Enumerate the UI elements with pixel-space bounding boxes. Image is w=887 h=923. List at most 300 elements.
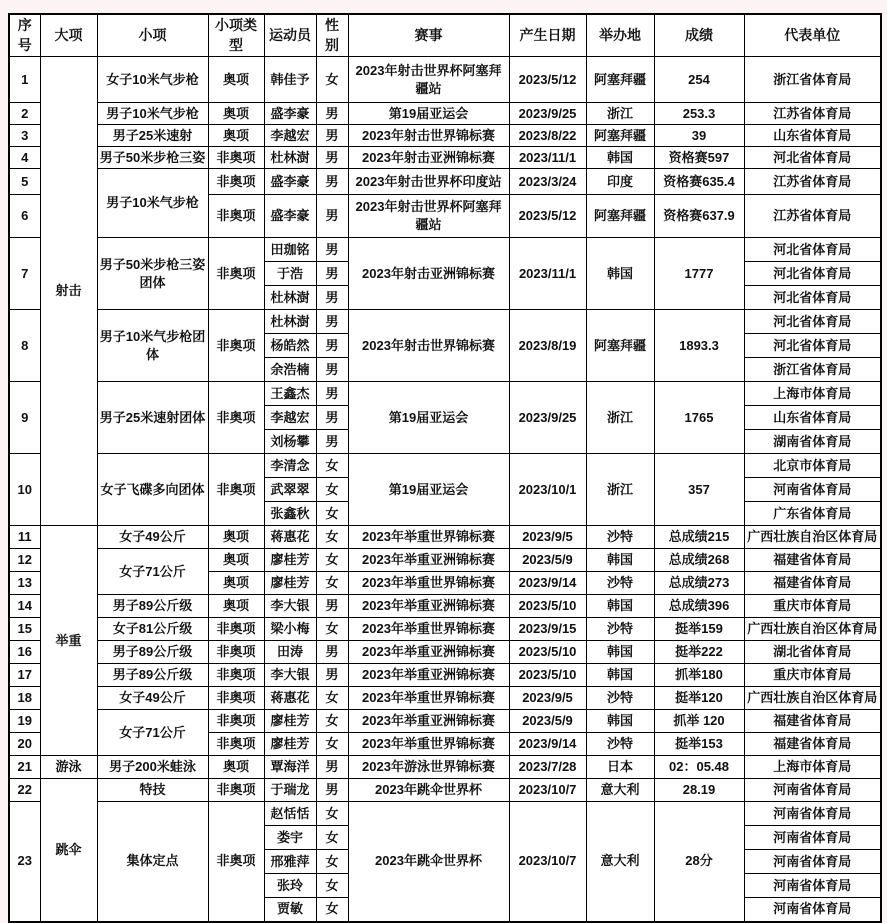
cell-gender: 女: [316, 618, 348, 641]
cell-athlete: 覃海洋: [264, 756, 316, 779]
cell-competition: 2023年射击世界杯阿塞拜疆站: [348, 195, 509, 238]
cell-result: 254: [654, 57, 744, 103]
cell-unit: 河南省体育局: [744, 898, 881, 922]
table-row: [9, 103, 881, 125]
cell-athlete: 余浩楠: [264, 358, 316, 382]
cell-gender: 男: [316, 382, 348, 406]
cell-gender: 女: [316, 57, 348, 103]
page: [0, 13, 887, 916]
cell-gender: 男: [316, 756, 348, 779]
cell-competition: 2023年跳伞世界杯: [348, 779, 509, 802]
cell-item: 男子25米速射团体: [97, 382, 208, 454]
cell-venue: 沙特: [586, 572, 654, 595]
cell-no: 20: [9, 733, 40, 756]
cell-no: 7: [9, 238, 40, 310]
cell-item: 男子200米蛙泳: [97, 756, 208, 779]
cell-gender: 男: [316, 103, 348, 125]
cell-venue: 沙特: [586, 733, 654, 756]
cell-unit: 江苏省体育局: [744, 103, 881, 125]
cell-item: 男子10米气步枪团体: [97, 310, 208, 382]
cell-athlete: 杜林澍: [264, 147, 316, 169]
cell-venue: 韩国: [586, 664, 654, 687]
table-row: [9, 57, 881, 103]
cell-unit: 浙江省体育局: [744, 358, 881, 382]
cell-item: 女子飞碟多向团体: [97, 454, 208, 526]
cell-result: 资格赛637.9: [654, 195, 744, 238]
cell-venue: 韩国: [586, 595, 654, 618]
table-row: [9, 125, 881, 147]
cell-athlete: 杨皓然: [264, 334, 316, 358]
cell-item: 女子71公斤: [97, 710, 208, 756]
cell-unit: 山东省体育局: [744, 406, 881, 430]
cell-date: 2023/5/10: [509, 664, 586, 687]
cell-gender: 女: [316, 826, 348, 850]
cell-result: 挺举120: [654, 687, 744, 710]
table-row: [9, 454, 881, 478]
table-row: [9, 641, 881, 664]
cell-athlete: 李清念: [264, 454, 316, 478]
cell-gender: 男: [316, 641, 348, 664]
cell-unit: 福建省体育局: [744, 710, 881, 733]
cell-result: 02：05.48: [654, 756, 744, 779]
cell-athlete: 贾敏: [264, 898, 316, 922]
cell-result: 28分: [654, 802, 744, 922]
cell-unit: 江苏省体育局: [744, 169, 881, 195]
cell-unit: 湖北省体育局: [744, 641, 881, 664]
cell-type: 非奥项: [208, 802, 264, 922]
cell-result: 抓举 120: [654, 710, 744, 733]
cell-competition: 2023年举重亚洲锦标赛: [348, 549, 509, 572]
cell-date: 2023/10/7: [509, 802, 586, 922]
cell-gender: 女: [316, 502, 348, 526]
cell-type: 奥项: [208, 549, 264, 572]
cell-type: 奥项: [208, 595, 264, 618]
cell-unit: 广西壮族自治区体育局: [744, 526, 881, 549]
cell-no: 21: [9, 756, 40, 779]
cell-result: 抓举180: [654, 664, 744, 687]
cell-gender: 男: [316, 358, 348, 382]
cell-gender: 女: [316, 898, 348, 922]
cell-unit: 重庆市体育局: [744, 595, 881, 618]
cell-item: 男子50米步枪三姿: [97, 147, 208, 169]
cell-gender: 女: [316, 478, 348, 502]
sports-records-table: [8, 13, 882, 923]
cell-date: 2023/9/5: [509, 526, 586, 549]
cell-venue: 沙特: [586, 687, 654, 710]
cell-athlete: 廖桂芳: [264, 572, 316, 595]
cell-item: 男子10米气步枪: [97, 169, 208, 238]
cell-type: 非奥项: [208, 195, 264, 238]
cell-competition: 第19届亚运会: [348, 454, 509, 526]
cell-unit: 湖南省体育局: [744, 430, 881, 454]
cell-gender: 男: [316, 125, 348, 147]
cell-gender: 男: [316, 262, 348, 286]
table-row: [9, 664, 881, 687]
cell-unit: 上海市体育局: [744, 756, 881, 779]
cell-result: 总成绩273: [654, 572, 744, 595]
cell-type: 奥项: [208, 756, 264, 779]
column-header-9: 成绩: [654, 14, 744, 57]
cell-type: 非奥项: [208, 310, 264, 382]
cell-date: 2023/8/19: [509, 310, 586, 382]
cell-venue: 浙江: [586, 454, 654, 526]
cell-athlete: 廖桂芳: [264, 710, 316, 733]
cell-date: 2023/7/28: [509, 756, 586, 779]
cell-venue: 意大利: [586, 779, 654, 802]
cell-competition: 第19届亚运会: [348, 382, 509, 454]
cell-athlete: 于瑞龙: [264, 779, 316, 802]
cell-result: 挺举153: [654, 733, 744, 756]
cell-competition: 2023年射击世界杯阿塞拜疆站: [348, 57, 509, 103]
cell-athlete: 王鑫杰: [264, 382, 316, 406]
cell-result: 1777: [654, 238, 744, 310]
cell-athlete: 盛李豪: [264, 103, 316, 125]
cell-no: 22: [9, 779, 40, 802]
cell-competition: 2023年举重亚洲锦标赛: [348, 641, 509, 664]
cell-competition: 2023年举重亚洲锦标赛: [348, 664, 509, 687]
cell-result: 39: [654, 125, 744, 147]
cell-unit: 福建省体育局: [744, 549, 881, 572]
cell-venue: 韩国: [586, 641, 654, 664]
cell-date: 2023/5/9: [509, 549, 586, 572]
cell-athlete: 赵恬恬: [264, 802, 316, 826]
cell-type: 非奥项: [208, 238, 264, 310]
cell-item: 男子50米步枪三姿团体: [97, 238, 208, 310]
cell-no: 16: [9, 641, 40, 664]
cell-unit: 上海市体育局: [744, 382, 881, 406]
cell-sport: 游泳: [40, 756, 97, 779]
cell-no: 19: [9, 710, 40, 733]
table-row: [9, 756, 881, 779]
cell-unit: 河南省体育局: [744, 850, 881, 874]
cell-unit: 河南省体育局: [744, 874, 881, 898]
table-row: [9, 687, 881, 710]
cell-date: 2023/11/1: [509, 147, 586, 169]
cell-no: 3: [9, 125, 40, 147]
cell-competition: 2023年游泳世界锦标赛: [348, 756, 509, 779]
cell-unit: 河北省体育局: [744, 286, 881, 310]
cell-unit: 河南省体育局: [744, 802, 881, 826]
cell-athlete: 李大银: [264, 595, 316, 618]
cell-result: 28.19: [654, 779, 744, 802]
cell-type: 奥项: [208, 57, 264, 103]
cell-date: 2023/9/5: [509, 687, 586, 710]
cell-athlete: 廖桂芳: [264, 733, 316, 756]
cell-sport: 射击: [40, 57, 97, 526]
table-row: [9, 595, 881, 618]
cell-athlete: 李越宏: [264, 125, 316, 147]
cell-unit: 广西壮族自治区体育局: [744, 618, 881, 641]
cell-athlete: 梁小梅: [264, 618, 316, 641]
table-row: [9, 618, 881, 641]
cell-item: 男子10米气步枪: [97, 103, 208, 125]
cell-athlete: 盛李豪: [264, 169, 316, 195]
cell-date: 2023/5/10: [509, 641, 586, 664]
cell-type: 非奥项: [208, 382, 264, 454]
cell-no: 9: [9, 382, 40, 454]
cell-type: 非奥项: [208, 169, 264, 195]
column-header-5: 性别: [316, 14, 348, 57]
cell-gender: 男: [316, 595, 348, 618]
cell-date: 2023/9/25: [509, 382, 586, 454]
cell-gender: 女: [316, 454, 348, 478]
cell-gender: 女: [316, 733, 348, 756]
cell-athlete: 李大银: [264, 664, 316, 687]
cell-unit: 河北省体育局: [744, 238, 881, 262]
column-header-10: 代表单位: [744, 14, 881, 57]
cell-item: 男子89公斤级: [97, 641, 208, 664]
cell-gender: 男: [316, 147, 348, 169]
cell-date: 2023/9/25: [509, 103, 586, 125]
cell-no: 1: [9, 57, 40, 103]
cell-type: 奥项: [208, 103, 264, 125]
cell-gender: 男: [316, 286, 348, 310]
cell-date: 2023/10/7: [509, 779, 586, 802]
cell-unit: 福建省体育局: [744, 572, 881, 595]
table-row: [9, 310, 881, 334]
cell-competition: 2023年举重世界锦标赛: [348, 572, 509, 595]
cell-item: 男子25米速射: [97, 125, 208, 147]
cell-athlete: 张鑫秋: [264, 502, 316, 526]
cell-date: 2023/8/22: [509, 125, 586, 147]
cell-athlete: 廖桂芳: [264, 549, 316, 572]
cell-venue: 印度: [586, 169, 654, 195]
cell-type: 非奥项: [208, 147, 264, 169]
cell-gender: 女: [316, 802, 348, 826]
cell-gender: 女: [316, 549, 348, 572]
cell-unit: 河南省体育局: [744, 779, 881, 802]
cell-competition: 第19届亚运会: [348, 103, 509, 125]
cell-unit: 河南省体育局: [744, 826, 881, 850]
cell-no: 12: [9, 549, 40, 572]
cell-athlete: 于浩: [264, 262, 316, 286]
cell-competition: 2023年跳伞世界杯: [348, 802, 509, 922]
cell-item: 男子89公斤级: [97, 664, 208, 687]
column-header-2: 小项: [97, 14, 208, 57]
cell-athlete: 刘杨攀: [264, 430, 316, 454]
cell-type: 奥项: [208, 572, 264, 595]
cell-item: 女子10米气步枪: [97, 57, 208, 103]
cell-type: 非奥项: [208, 454, 264, 526]
cell-gender: 男: [316, 169, 348, 195]
cell-no: 2: [9, 103, 40, 125]
cell-venue: 阿塞拜疆: [586, 57, 654, 103]
cell-no: 13: [9, 572, 40, 595]
cell-athlete: 杜林澍: [264, 286, 316, 310]
cell-date: 2023/9/14: [509, 572, 586, 595]
cell-date: 2023/5/10: [509, 595, 586, 618]
cell-result: 总成绩268: [654, 549, 744, 572]
cell-result: 总成绩396: [654, 595, 744, 618]
cell-venue: 韩国: [586, 147, 654, 169]
cell-date: 2023/11/1: [509, 238, 586, 310]
cell-result: 357: [654, 454, 744, 526]
cell-venue: 阿塞拜疆: [586, 310, 654, 382]
cell-venue: 阿塞拜疆: [586, 195, 654, 238]
cell-no: 8: [9, 310, 40, 382]
cell-type: 非奥项: [208, 710, 264, 733]
cell-venue: 韩国: [586, 710, 654, 733]
cell-athlete: 娄宇: [264, 826, 316, 850]
cell-date: 2023/3/24: [509, 169, 586, 195]
cell-unit: 广东省体育局: [744, 502, 881, 526]
cell-type: 非奥项: [208, 687, 264, 710]
cell-gender: 女: [316, 687, 348, 710]
cell-gender: 女: [316, 850, 348, 874]
cell-athlete: 杜林澍: [264, 310, 316, 334]
cell-no: 14: [9, 595, 40, 618]
cell-no: 18: [9, 687, 40, 710]
table-row: [9, 382, 881, 406]
table-row: [9, 802, 881, 826]
cell-unit: 北京市体育局: [744, 454, 881, 478]
table-row: [9, 526, 881, 549]
cell-date: 2023/5/12: [509, 57, 586, 103]
cell-athlete: 盛李豪: [264, 195, 316, 238]
cell-result: 总成绩215: [654, 526, 744, 549]
cell-venue: 沙特: [586, 618, 654, 641]
cell-athlete: 韩佳予: [264, 57, 316, 103]
cell-type: 奥项: [208, 526, 264, 549]
cell-athlete: 李越宏: [264, 406, 316, 430]
column-header-1: 大项: [40, 14, 97, 57]
cell-gender: 女: [316, 572, 348, 595]
cell-item: 女子81公斤级: [97, 618, 208, 641]
cell-no: 5: [9, 169, 40, 195]
cell-athlete: 武翠翠: [264, 478, 316, 502]
cell-result: 挺举159: [654, 618, 744, 641]
cell-date: 2023/10/1: [509, 454, 586, 526]
cell-no: 11: [9, 526, 40, 549]
cell-athlete: 张玲: [264, 874, 316, 898]
cell-competition: 2023年举重亚洲锦标赛: [348, 710, 509, 733]
cell-gender: 男: [316, 430, 348, 454]
cell-competition: 2023年举重世界锦标赛: [348, 687, 509, 710]
cell-type: 非奥项: [208, 618, 264, 641]
cell-athlete: 蒋惠花: [264, 687, 316, 710]
cell-athlete: 田珈铭: [264, 238, 316, 262]
cell-type: 非奥项: [208, 641, 264, 664]
cell-unit: 河北省体育局: [744, 147, 881, 169]
cell-competition: 2023年举重亚洲锦标赛: [348, 595, 509, 618]
cell-gender: 女: [316, 710, 348, 733]
cell-competition: 2023年射击亚洲锦标赛: [348, 147, 509, 169]
cell-item: 女子49公斤: [97, 687, 208, 710]
table-row: [9, 147, 881, 169]
cell-sport: 跳伞: [40, 779, 97, 922]
cell-competition: 2023年举重世界锦标赛: [348, 733, 509, 756]
cell-unit: 重庆市体育局: [744, 664, 881, 687]
cell-type: 非奥项: [208, 664, 264, 687]
cell-gender: 女: [316, 526, 348, 549]
cell-gender: 男: [316, 334, 348, 358]
cell-unit: 河北省体育局: [744, 310, 881, 334]
cell-gender: 男: [316, 195, 348, 238]
cell-competition: 2023年射击世界锦标赛: [348, 310, 509, 382]
cell-no: 15: [9, 618, 40, 641]
cell-unit: 河南省体育局: [744, 478, 881, 502]
cell-gender: 男: [316, 779, 348, 802]
cell-unit: 广西壮族自治区体育局: [744, 687, 881, 710]
cell-item: 男子89公斤级: [97, 595, 208, 618]
cell-sport: 举重: [40, 526, 97, 756]
cell-type: 非奥项: [208, 779, 264, 802]
cell-unit: 河北省体育局: [744, 334, 881, 358]
column-header-7: 产生日期: [509, 14, 586, 57]
cell-item: 特技: [97, 779, 208, 802]
cell-no: 4: [9, 147, 40, 169]
cell-venue: 意大利: [586, 802, 654, 922]
cell-venue: 浙江: [586, 382, 654, 454]
table-row: [9, 710, 881, 733]
table-body: [9, 57, 881, 922]
cell-venue: 浙江: [586, 103, 654, 125]
cell-no: 10: [9, 454, 40, 526]
cell-competition: 2023年射击亚洲锦标赛: [348, 238, 509, 310]
cell-result: 253.3: [654, 103, 744, 125]
cell-athlete: 邢雅萍: [264, 850, 316, 874]
cell-athlete: 蒋惠花: [264, 526, 316, 549]
cell-date: 2023/5/12: [509, 195, 586, 238]
cell-competition: 2023年射击世界杯印度站: [348, 169, 509, 195]
table-row: [9, 549, 881, 572]
cell-result: 1893.3: [654, 310, 744, 382]
table-row: [9, 169, 881, 195]
cell-result: 1765: [654, 382, 744, 454]
column-header-4: 运动员: [264, 14, 316, 57]
cell-gender: 男: [316, 664, 348, 687]
cell-unit: 山东省体育局: [744, 125, 881, 147]
cell-date: 2023/9/14: [509, 733, 586, 756]
cell-gender: 男: [316, 238, 348, 262]
cell-venue: 日本: [586, 756, 654, 779]
cell-gender: 女: [316, 874, 348, 898]
cell-venue: 韩国: [586, 238, 654, 310]
cell-unit: 江苏省体育局: [744, 195, 881, 238]
cell-no: 17: [9, 664, 40, 687]
cell-result: 挺举222: [654, 641, 744, 664]
table-header-row: [9, 14, 881, 57]
cell-gender: 男: [316, 310, 348, 334]
column-header-0: 序号: [9, 14, 40, 57]
cell-result: 资格赛597: [654, 147, 744, 169]
column-header-3: 小项类型: [208, 14, 264, 57]
table-row: [9, 779, 881, 802]
cell-competition: 2023年举重世界锦标赛: [348, 526, 509, 549]
cell-item: 集体定点: [97, 802, 208, 922]
cell-date: 2023/9/15: [509, 618, 586, 641]
cell-athlete: 田涛: [264, 641, 316, 664]
table-head: [9, 14, 881, 57]
cell-item: 女子49公斤: [97, 526, 208, 549]
cell-unit: 河北省体育局: [744, 262, 881, 286]
column-header-6: 赛事: [348, 14, 509, 57]
cell-gender: 男: [316, 406, 348, 430]
cell-type: 奥项: [208, 125, 264, 147]
table-row: [9, 238, 881, 262]
cell-type: 非奥项: [208, 733, 264, 756]
cell-venue: 韩国: [586, 549, 654, 572]
cell-no: 23: [9, 802, 40, 922]
cell-no: 6: [9, 195, 40, 238]
cell-venue: 阿塞拜疆: [586, 125, 654, 147]
column-header-8: 举办地: [586, 14, 654, 57]
cell-venue: 沙特: [586, 526, 654, 549]
cell-competition: 2023年射击世界锦标赛: [348, 125, 509, 147]
cell-unit: 浙江省体育局: [744, 57, 881, 103]
cell-date: 2023/5/9: [509, 710, 586, 733]
cell-unit: 福建省体育局: [744, 733, 881, 756]
